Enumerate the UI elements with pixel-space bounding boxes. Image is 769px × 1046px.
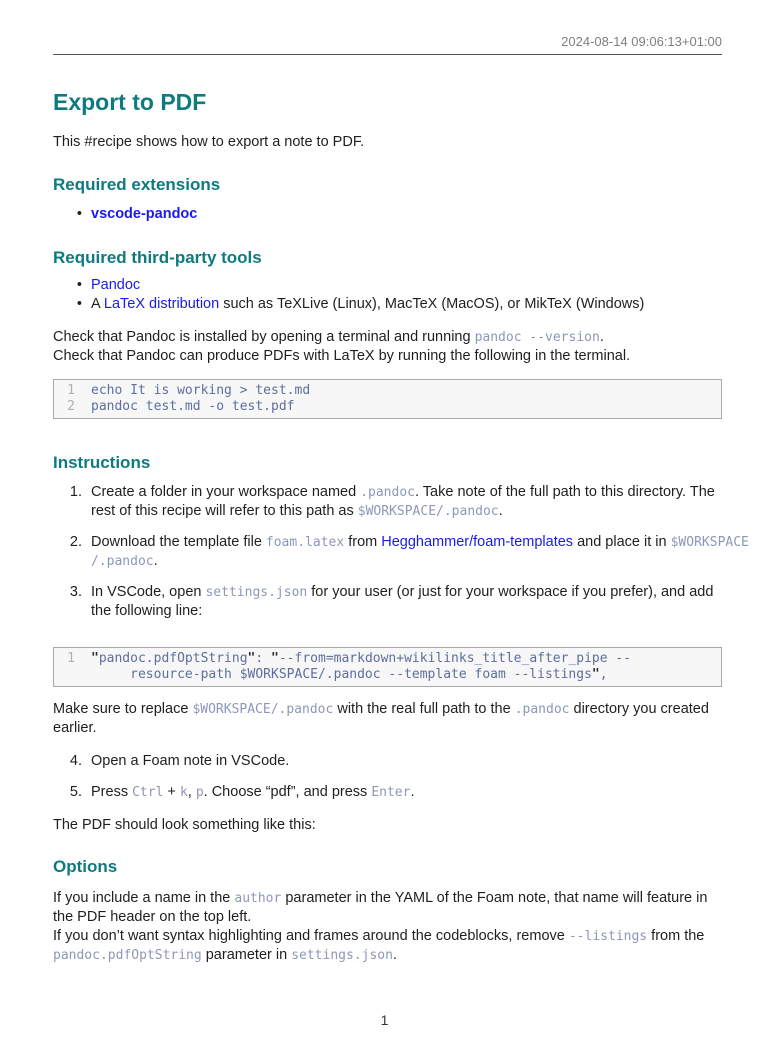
code-block-settings-json [53,647,722,687]
section-heading-instructions: Instructions [53,453,151,472]
text: . Choose “pdf”, and press [203,784,372,800]
text: Create a folder in your workspace named [91,484,361,500]
page-title: Export to PDF [53,89,207,115]
list-marker: 2. [69,534,82,550]
section-heading-required-extensions: Required extensions [53,175,221,194]
instruction-step-2 [53,533,749,571]
section-heading-options: Options [53,857,118,876]
inline-code: .pandoc [360,485,415,500]
inline-code: $WORKSPACE/.pandoc [357,504,499,519]
link[interactable]: vscode-pandoc [91,206,198,222]
list-item-content [91,205,722,224]
text: and place it in [573,534,671,550]
text: This #recipe shows how to export a note to PDF. [53,134,365,150]
text: Check that Pandoc is installed by opening a terminal and running [53,329,475,345]
text: The PDF should look something like this: [53,817,316,833]
link[interactable]: Hegghammer/foam-templates [381,534,574,550]
code-text: echo It is working > test.md [91,383,311,398]
inline-code: /.pandoc [91,554,154,569]
header-timestamp: 2024-08-14 09:06:13+01:00 [561,34,722,49]
pdf-result-paragraph [53,816,722,835]
code-text: "pandoc.pdfOptString": "--from=markdown+wikilinks_title_after_pipe -- [91,651,632,666]
text: . [410,784,415,800]
text: Download the template file [91,534,266,550]
inline-code: settings.json [291,948,393,963]
text: for your user (or just for your workspace if you prefer), and add the following line: [91,584,714,619]
line-number: 2 [67,398,75,414]
inline-code: Ctrl [132,785,164,800]
check-pandoc-paragraph [53,328,722,366]
text: If you include a name in the [53,890,235,906]
text: , [187,784,196,800]
code-line [54,651,721,667]
inline-code: $WORKSPACE [670,535,749,550]
text: . [498,503,503,519]
section-heading-required-tools: Required third-party tools [53,248,262,267]
text: + [163,784,180,800]
list-item-content [91,276,722,295]
text: Make sure to replace [53,701,193,717]
instructions-list-continued [53,752,722,802]
text: . [153,553,158,569]
list-marker: • [76,206,82,222]
list-item-content [91,295,722,314]
tools-list [53,276,722,314]
list-marker: 5. [69,784,82,800]
text: Press [91,784,133,800]
inline-code: .pandoc [514,702,570,717]
list-marker: 3. [69,584,82,600]
text: parameter in the YAML of the Foam note, that name will feature in the PDF header on the top left. [53,890,708,925]
text: directory you created earlier. [53,701,709,736]
inline-code: foam.latex [265,535,345,550]
list-marker: 1. [69,484,82,500]
inline-code: settings.json [205,585,308,600]
list-item-pandoc [53,276,722,295]
list-item-content [91,783,722,802]
list-item-content [91,533,752,571]
inline-code: k [179,785,188,800]
link[interactable]: LaTeX distribution [103,296,220,312]
instruction-step-3 [53,583,722,621]
code-line [54,383,721,399]
inline-code: Enter [371,785,411,800]
options-paragraph [53,889,722,965]
list-item-vscode-pandoc [53,205,722,224]
code-line [54,667,721,683]
code-line [54,399,721,415]
header-rule [53,54,722,55]
text: Open a Foam note in VSCode. [91,753,290,769]
text: If you don’t want syntax highlighting and frames around the codeblocks, remove [53,928,569,944]
list-item-content [91,752,722,771]
inline-code: --listings [568,929,648,944]
code-text: pandoc test.md -o test.pdf [91,398,295,414]
text: A [91,296,104,312]
line-number: 1 [67,383,75,398]
page-footer [0,1011,769,1030]
text: . [599,329,604,345]
intro-paragraph [53,133,722,152]
text: In VSCode, open [91,584,206,600]
list-marker: 4. [69,753,82,769]
text: with the real full path to the [333,701,515,717]
inline-code: p [195,785,204,800]
code-block-terminal-test [53,379,722,419]
inline-code: author [234,891,282,906]
extensions-list [53,205,722,224]
code-text: resource-path $WORKSPACE/.pandoc --template foam --listings", [91,666,608,682]
text: . Take note of the full path to this directory. The rest of this recipe will refer to this path as [91,484,715,519]
inline-code: pandoc --version [474,330,600,345]
inline-code: $WORKSPACE/.pandoc [192,702,334,717]
text: Check that Pandoc can produce PDFs with LaTeX by running the following in the terminal. [53,348,631,364]
line-number [54,667,75,683]
inline-code: pandoc.pdfOptString [53,948,202,963]
replace-note-paragraph [53,700,722,738]
page-number: 1 [380,1012,389,1028]
text: parameter in [201,947,292,963]
list-item-content [91,483,722,521]
instruction-step-5 [53,783,722,802]
list-item-latex-distribution [53,295,722,314]
instruction-step-1 [53,483,722,521]
list-marker: • [76,296,82,312]
text: from the [647,928,705,944]
instructions-list [53,483,749,621]
instruction-step-4 [53,752,722,771]
page-header [53,34,722,55]
list-marker: • [76,277,82,293]
text: from [344,534,382,550]
line-number: 1 [67,651,75,666]
text: such as TeXLive (Linux), MacTeX (MacOS), or MikTeX (Windows) [219,296,645,312]
list-item-content [91,583,722,621]
link[interactable]: Pandoc [91,277,141,293]
text: . [392,947,397,963]
